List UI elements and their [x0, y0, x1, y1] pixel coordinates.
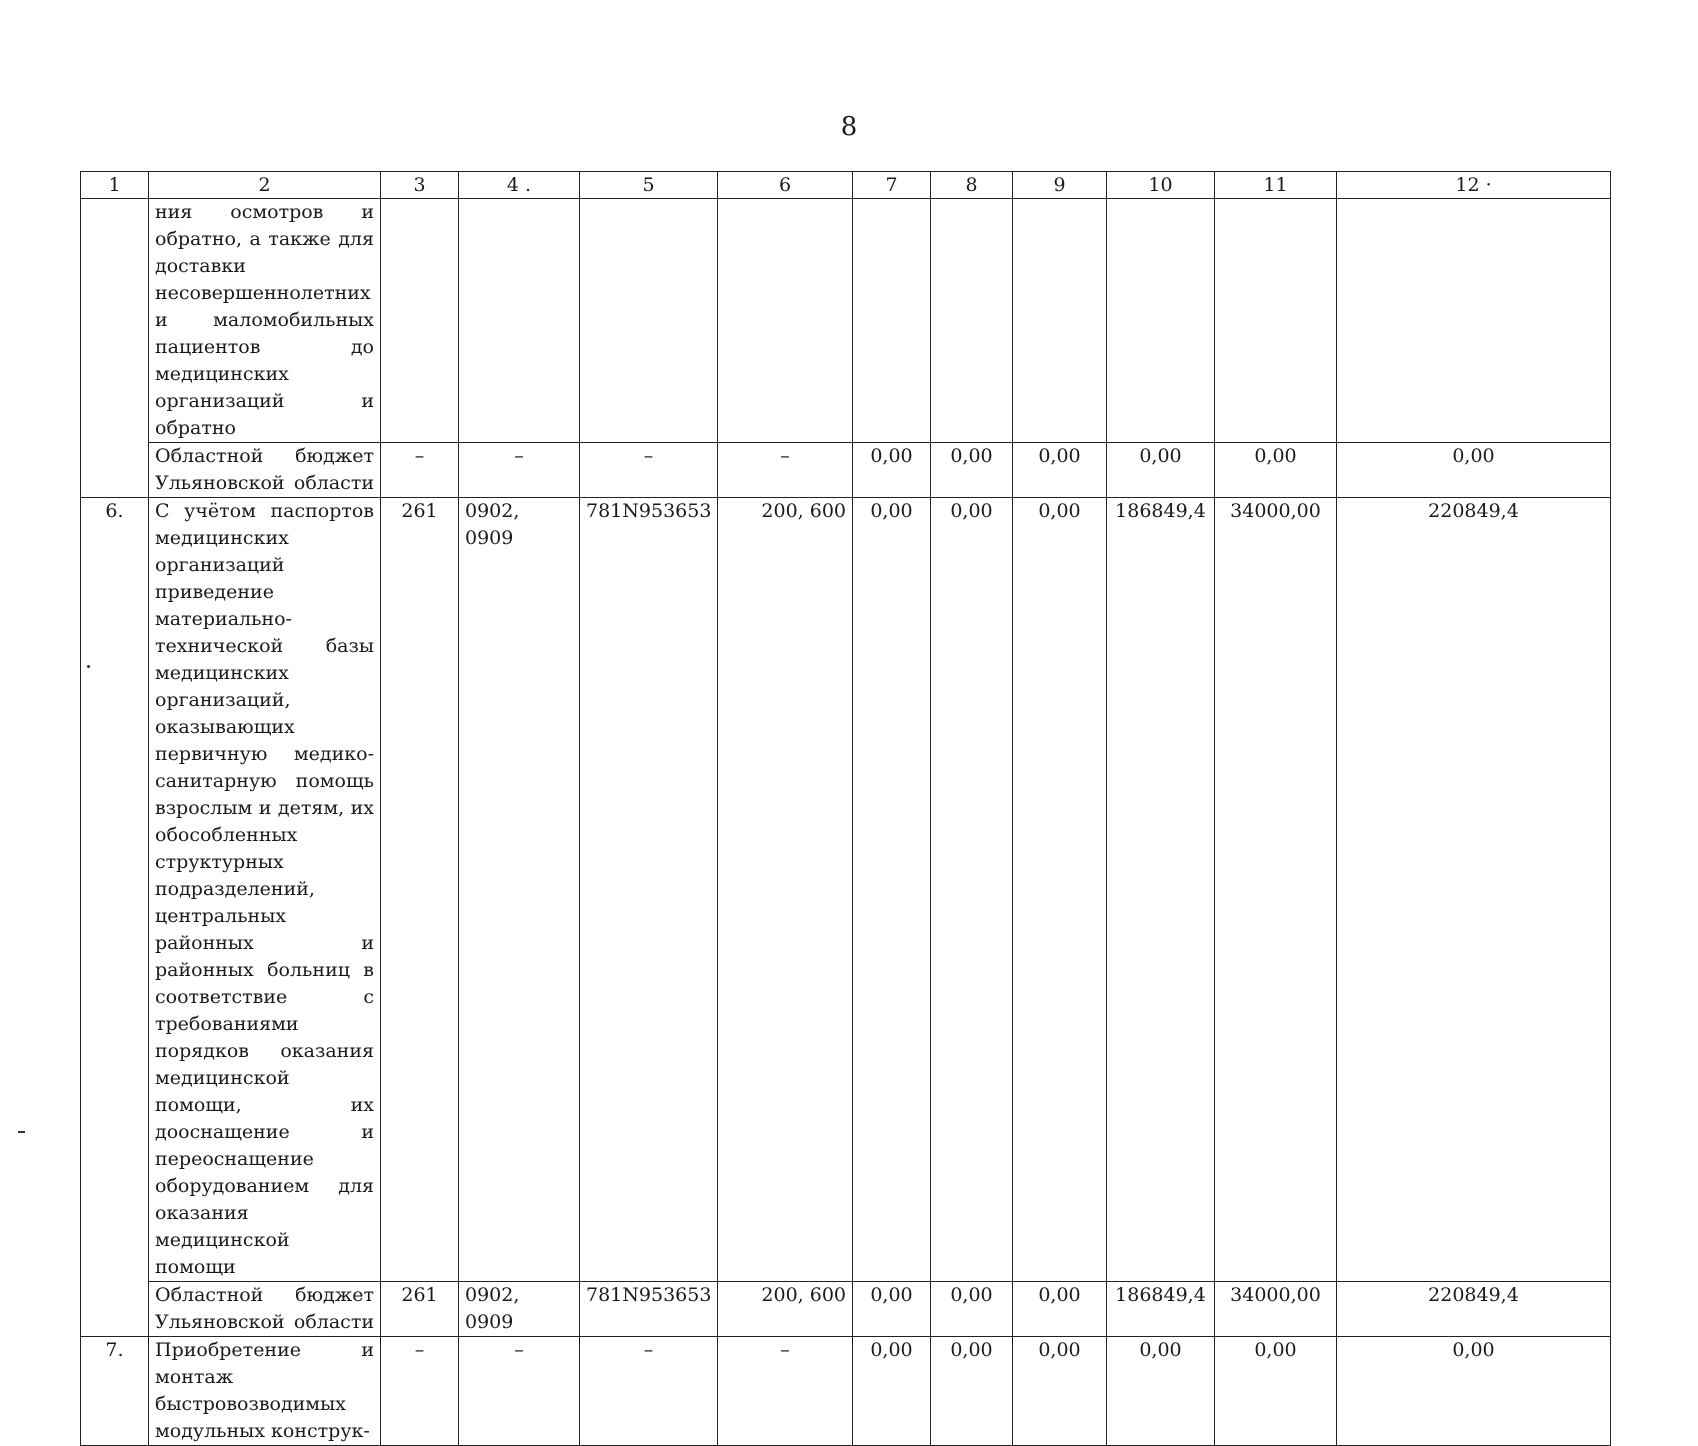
- column-header-11: 11: [1215, 172, 1337, 199]
- table-row: [81, 498, 1611, 1282]
- page-number: 8: [840, 112, 858, 142]
- cell-col12: 220849,4: [1337, 498, 1611, 1282]
- cell-col8: [931, 199, 1013, 443]
- cell-col12: [1337, 199, 1611, 443]
- column-header-7: 7: [853, 172, 931, 199]
- cell-col3: –: [381, 1337, 459, 1446]
- cell-col4: [459, 199, 580, 443]
- cell-col9: 0,00: [1013, 498, 1107, 1282]
- column-header-10: 10: [1107, 172, 1215, 199]
- cell-col11: 0,00: [1215, 1337, 1337, 1446]
- row-description: Приобретение и монтаж быстровозводимых модульных конструк-: [149, 1337, 381, 1446]
- cell-col8: 0,00: [931, 498, 1013, 1282]
- cell-col11: [1215, 199, 1337, 443]
- cell-col4: 0902, 0909: [459, 498, 580, 1282]
- cell-col5: –: [580, 443, 718, 498]
- cell-col8: 0,00: [931, 443, 1013, 498]
- cell-col5: 781N953653: [580, 498, 718, 1282]
- cell-col5: –: [580, 1337, 718, 1446]
- cell-col8: 0,00: [931, 1282, 1013, 1337]
- cell-col12: 0,00: [1337, 443, 1611, 498]
- cell-col12: 0,00: [1337, 1337, 1611, 1446]
- scan-artifact-dot: [87, 665, 90, 668]
- cell-col10: 0,00: [1107, 1337, 1215, 1446]
- table-row: [81, 1282, 1611, 1337]
- cell-col9: 0,00: [1013, 443, 1107, 498]
- table-row: [81, 199, 1611, 443]
- column-header-4: 4 .: [459, 172, 580, 199]
- row-description: Областной бюджет Ульяновской области: [149, 443, 381, 498]
- column-header-8: 8: [931, 172, 1013, 199]
- cell-col9: [1013, 199, 1107, 443]
- table-row: [81, 1337, 1611, 1446]
- cell-col9: 0,00: [1013, 1337, 1107, 1446]
- column-header-3: 3: [381, 172, 459, 199]
- table-row: [81, 443, 1611, 498]
- cell-col10: 0,00: [1107, 443, 1215, 498]
- row-description: С учётом паспортов медицинских организаций приведение материально-технической базы медицинских организаций, оказывающих первичную медико-санитарную помощь взрослым и детям, их обособленных структурных подразделений, центральных районных и районных больниц в соответствие с требованиями порядков оказания медицинской помощи, их дооснащение и переоснащение оборудованием для оказания медицинской помощи: [149, 498, 381, 1282]
- cell-col7: 0,00: [853, 498, 931, 1282]
- cell-col3: 261: [381, 498, 459, 1282]
- cell-col11: 34000,00: [1215, 1282, 1337, 1337]
- cell-col3: [381, 199, 459, 443]
- column-header-5: 5: [580, 172, 718, 199]
- cell-col10: 186849,4: [1107, 1282, 1215, 1337]
- cell-col6: [718, 199, 853, 443]
- cell-col6: 200, 600: [718, 498, 853, 1282]
- cell-col5: [580, 199, 718, 443]
- header-row: [81, 172, 1611, 199]
- budget-table: [80, 171, 1611, 1446]
- cell-col4: –: [459, 443, 580, 498]
- column-header-12: 12 ·: [1337, 172, 1611, 199]
- cell-col7: 0,00: [853, 1337, 931, 1446]
- column-header-9: 9: [1013, 172, 1107, 199]
- cell-col6: 200, 600: [718, 1282, 853, 1337]
- cell-col11: 0,00: [1215, 443, 1337, 498]
- cell-col8: 0,00: [931, 1337, 1013, 1446]
- cell-col10: 186849,4: [1107, 498, 1215, 1282]
- cell-col12: 220849,4: [1337, 1282, 1611, 1337]
- row-number-cell: [81, 199, 149, 498]
- cell-col4: 0902, 0909: [459, 1282, 580, 1337]
- cell-col3: 261: [381, 1282, 459, 1337]
- cell-col6: –: [718, 443, 853, 498]
- cell-col4: –: [459, 1337, 580, 1446]
- cell-col9: 0,00: [1013, 1282, 1107, 1337]
- cell-col7: 0,00: [853, 443, 931, 498]
- row-description: Областной бюджет Ульяновской области: [149, 1282, 381, 1337]
- column-header-6: 6: [718, 172, 853, 199]
- row-number-cell: 7.: [81, 1337, 149, 1446]
- cell-col10: [1107, 199, 1215, 443]
- cell-col6: –: [718, 1337, 853, 1446]
- cell-col7: 0,00: [853, 1282, 931, 1337]
- row-description: ния осмотров и обратно, а также для доставки несовершеннолетних и маломобильных пациентов до медицинских организаций и обратно: [149, 199, 381, 443]
- scan-artifact-mark: [18, 1131, 25, 1133]
- cell-col5: 781N953653: [580, 1282, 718, 1337]
- cell-col3: –: [381, 443, 459, 498]
- cell-col7: [853, 199, 931, 443]
- column-header-1: 1: [81, 172, 149, 199]
- row-number-cell: 6.: [81, 498, 149, 1337]
- cell-col11: 34000,00: [1215, 498, 1337, 1282]
- column-header-2: 2: [149, 172, 381, 199]
